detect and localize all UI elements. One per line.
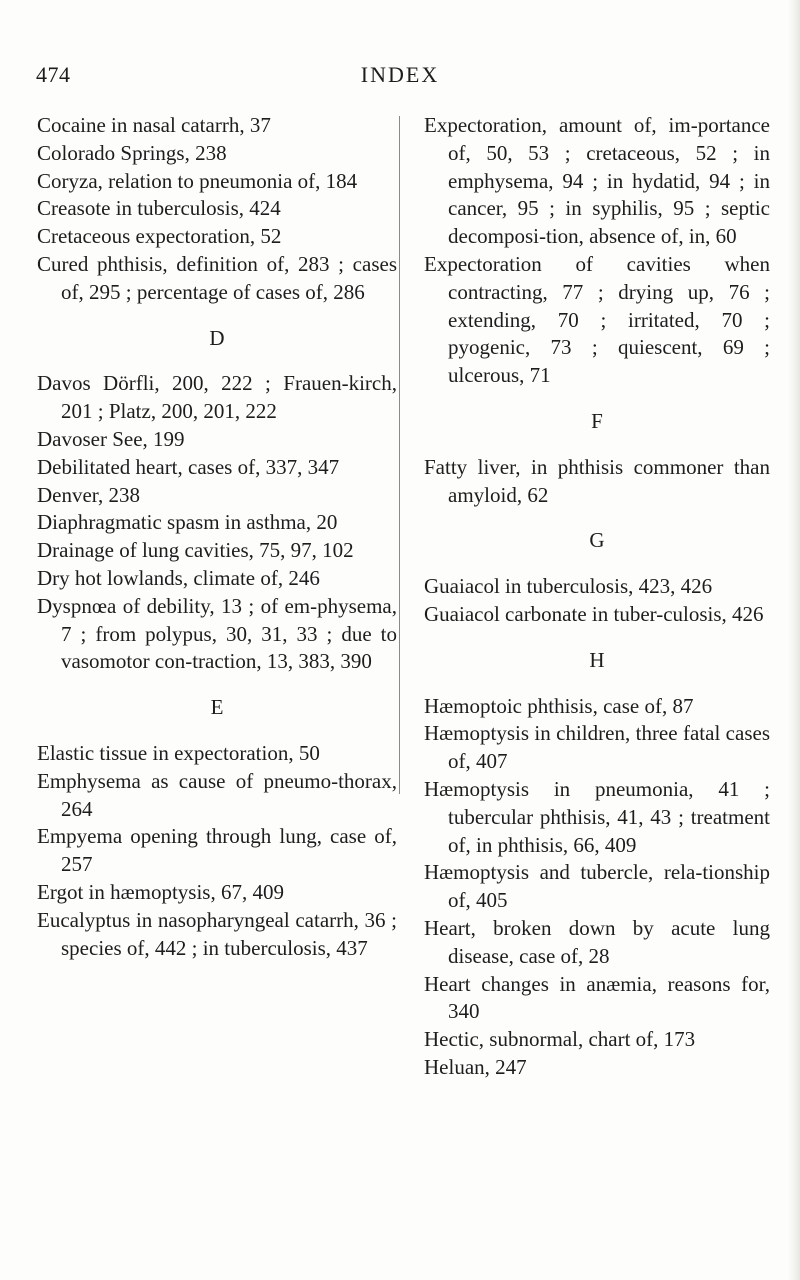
index-entry: Hæmoptysis in children, three fatal cases of, 407	[424, 721, 770, 774]
section-letter-g: G	[589, 528, 605, 553]
index-entry: Hæmoptoic phthisis, case of, 87	[424, 693, 694, 718]
index-entry: Expectoration of cavities when contracting, 77 ; drying up, 76 ; extending, 70 ; irritated, 70 ; pyogenic, 73 ; quiescent, 69 ; ulcerous, 71	[424, 251, 770, 388]
index-entry: Empyema opening through lung, case of, 257	[37, 824, 397, 877]
left-column	[37, 112, 397, 962]
index-entry: Cured phthisis, definition of, 283 ; cases of, 295 ; percentage of cases of, 286	[37, 251, 397, 304]
index-entry: Heart changes in anæmia, reasons for, 340	[424, 971, 770, 1024]
running-header	[0, 62, 800, 92]
index-entry: Denver, 238	[37, 482, 140, 507]
right-column	[424, 112, 770, 1082]
column-divider	[399, 116, 400, 794]
index-entry: Cretaceous expectoration, 52	[37, 224, 282, 249]
index-entry: Heluan, 247	[424, 1054, 527, 1079]
index-entry: Hæmoptysis in pneumonia, 41 ; tubercular phthisis, 41, 43 ; treatment of, in phthisis, 66, 409	[424, 776, 770, 857]
index-entry: Dyspnœa of debility, 13 ; of em-physema, 7 ; from polypus, 30, 31, 33 ; due to vasomotor con-traction, 13, 383, 390	[37, 593, 397, 674]
section-letter-f: F	[591, 408, 603, 433]
index-entry: Ergot in hæmoptysis, 67, 409	[37, 879, 284, 904]
index-entry: Guaiacol in tuberculosis, 423, 426	[424, 574, 713, 599]
index-entry: Guaiacol carbonate in tuber-culosis, 426	[424, 601, 764, 626]
index-entry: Debilitated heart, cases of, 337, 347	[37, 454, 340, 479]
page-number: 474	[36, 62, 71, 87]
index-entry: Davos Dörfli, 200, 222 ; Frauen-kirch, 201 ; Platz, 200, 201, 222	[37, 371, 397, 424]
index-entry: Expectoration, amount of, im-portance of, 50, 53 ; cretaceous, 52 ; in emphysema, 94 ; in hydatid, 94 ; in cancer, 95 ; in syphilis, 95 ; septic decomposi-tion, absence of, in, 60	[424, 113, 770, 249]
index-entry: Diaphragmatic spasm in asthma, 20	[37, 510, 338, 535]
running-title: INDEX	[360, 62, 440, 87]
index-entry: Cocaine in nasal catarrh, 37	[37, 113, 271, 137]
index-entry: Colorado Springs, 238	[37, 140, 227, 165]
section-letter-d: D	[209, 325, 225, 350]
index-entry: Drainage of lung cavities, 75, 97, 102	[37, 538, 354, 563]
index-entry: Dry hot lowlands, climate of, 246	[37, 565, 320, 590]
index-entry: Creasote in tuberculosis, 424	[37, 196, 281, 221]
page-edge-shadow	[788, 0, 800, 1280]
index-entry: Hæmoptysis and tubercle, rela-tionship of, 405	[424, 860, 770, 913]
index-entry: Elastic tissue in expectoration, 50	[37, 740, 320, 765]
index-entry: Emphysema as cause of pneumo-thorax, 264	[37, 768, 397, 821]
section-letter-h: H	[589, 647, 605, 672]
index-entry: Fatty liver, in phthisis commoner than amyloid, 62	[424, 454, 770, 507]
index-entry: Davoser See, 199	[37, 426, 185, 451]
index-entry: Eucalyptus in nasopharyngeal catarrh, 36 ; species of, 442 ; in tuberculosis, 437	[37, 907, 397, 960]
index-entry: Coryza, relation to pneumonia of, 184	[37, 168, 358, 193]
index-entry: Hectic, subnormal, chart of, 173	[424, 1027, 696, 1052]
index-entry: Heart, broken down by acute lung disease, case of, 28	[424, 915, 770, 968]
section-letter-e: E	[210, 695, 224, 720]
